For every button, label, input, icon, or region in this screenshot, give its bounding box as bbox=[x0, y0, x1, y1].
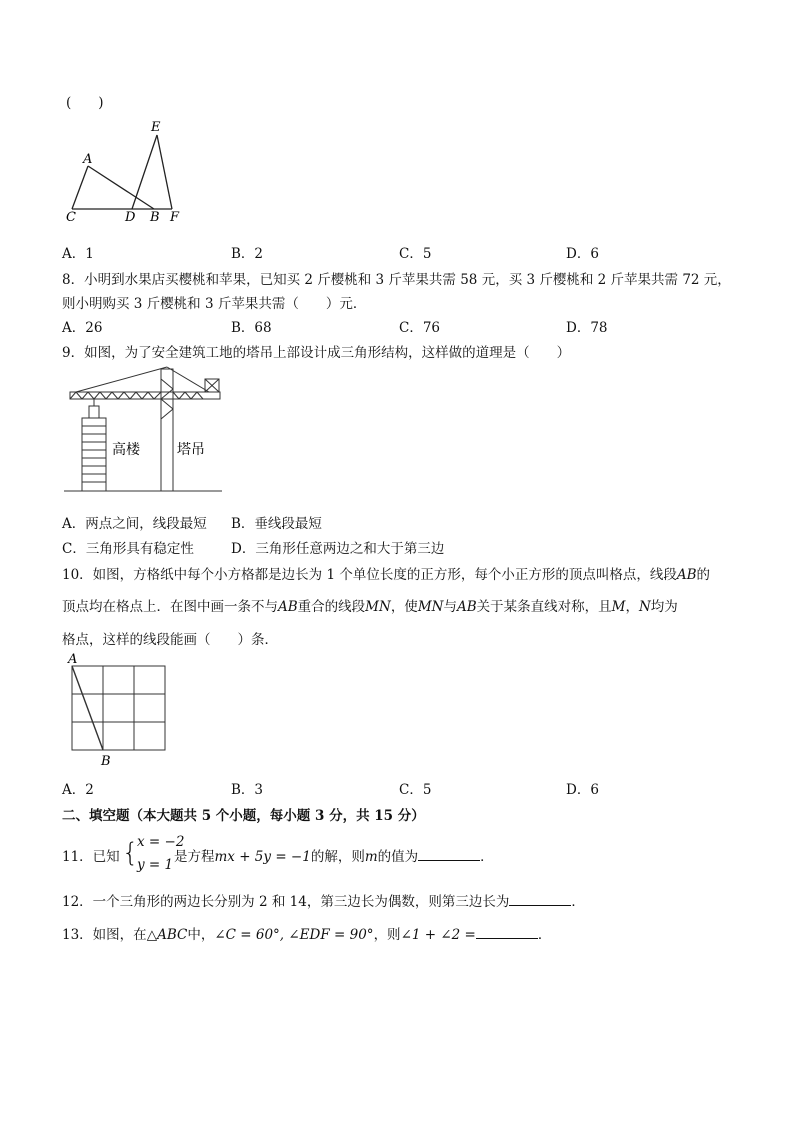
q9-label-crane: 塔吊 bbox=[177, 442, 205, 458]
q7-label-a: A bbox=[83, 152, 93, 167]
q7-label-e: E bbox=[151, 120, 161, 135]
q11-text: 是方程mx + 5y = −1的解，则m的值为 ． bbox=[174, 849, 494, 865]
q7-option-c[interactable]: C．5 bbox=[399, 246, 432, 262]
q7-line-ef bbox=[157, 135, 172, 209]
q7-answer-paren: ( ) bbox=[66, 95, 104, 111]
q8-text-line1: 8．小明到水果店买樱桃和苹果，已知买 2 斤樱桃和 3 斤苹果共需 58 元，买 3 斤樱桃和 2 斤苹果共需 72 元， bbox=[62, 272, 731, 288]
q10-text-line3: 格点，这样的线段能画（ ）条． bbox=[62, 632, 278, 648]
q7-option-d[interactable]: D．6 bbox=[566, 246, 599, 262]
q9-text: 9．如图，为了安全建筑工地的塔吊上部设计成三角形结构，这样做的道理是（ ） bbox=[62, 345, 571, 361]
q11-eq2: y = 1 bbox=[137, 857, 174, 873]
crane-tie-left bbox=[76, 367, 167, 392]
q8-text-line2: 则小明购买 3 斤樱桃和 3 斤苹果共需（ ）元． bbox=[62, 296, 367, 312]
q10-option-d[interactable]: D．6 bbox=[566, 782, 599, 798]
q8-option-d[interactable]: D．78 bbox=[566, 320, 608, 336]
q9-label-building: 高楼 bbox=[112, 442, 140, 458]
q7-label-d: D bbox=[125, 210, 136, 225]
q9-option-a[interactable]: A．两点之间，线段最短 bbox=[62, 516, 207, 532]
q9-option-b[interactable]: B．垂线段最短 bbox=[231, 516, 322, 532]
q11-system-brace: { bbox=[122, 838, 139, 868]
q13-text: 13．如图，在△ABC中，∠C = 60°, ∠EDF = 90°，则∠1 + ∠2 = ． bbox=[62, 927, 552, 943]
q10-grid-figure bbox=[64, 652, 174, 770]
q7-option-a[interactable]: A．1 bbox=[62, 246, 94, 262]
q12-answer-blank[interactable] bbox=[509, 893, 571, 906]
section2-title: 二、填空题（本大题共 5 个小题，每小题 3 分，共 15 分） bbox=[62, 808, 425, 824]
q12-text: 12．一个三角形的两边长分别为 2 和 14，第三边长为偶数，则第三边长为 ． bbox=[62, 894, 585, 910]
q7-option-b[interactable]: B．2 bbox=[231, 246, 264, 262]
q10-text-line1: 10．如图，方格纸中每个小方格都是边长为 1 个单位长度的正方形，每个小正方形的顶点叫格点，线段AB的 bbox=[62, 567, 711, 583]
q7-line-de bbox=[132, 135, 157, 209]
q7-triangle-figure bbox=[62, 115, 197, 225]
q9-option-c[interactable]: C．三角形具有稳定性 bbox=[62, 541, 194, 557]
q8-option-b[interactable]: B．68 bbox=[231, 320, 272, 336]
q7-line-ca bbox=[72, 166, 88, 209]
q7-label-f: F bbox=[170, 210, 180, 225]
q10-label-b: B bbox=[101, 754, 111, 769]
q9-tower-crane-figure bbox=[64, 364, 224, 496]
q10-option-c[interactable]: C．5 bbox=[399, 782, 432, 798]
q11-eq1: x = −2 bbox=[137, 834, 185, 850]
q7-label-b: B bbox=[150, 210, 160, 225]
q8-option-c[interactable]: C．76 bbox=[399, 320, 441, 336]
q10-label-a: A bbox=[68, 652, 78, 667]
q10-text-line2: 顶点均在格点上．在图中画一条不与AB重合的线段MN，使MN与AB关于某条直线对称，且M，N均为 bbox=[62, 599, 678, 615]
q9-option-d[interactable]: D．三角形任意两边之和大于第三边 bbox=[231, 541, 445, 557]
segment-ab bbox=[72, 666, 103, 750]
building-floor-lines bbox=[82, 426, 106, 482]
q7-label-c: C bbox=[66, 210, 76, 225]
q8-option-a[interactable]: A．26 bbox=[62, 320, 103, 336]
q13-answer-blank[interactable] bbox=[476, 926, 538, 939]
q10-option-a[interactable]: A．2 bbox=[62, 782, 94, 798]
q11-prefix: 11．已知 bbox=[62, 849, 120, 865]
q10-option-b[interactable]: B．3 bbox=[231, 782, 264, 798]
q11-answer-blank[interactable] bbox=[418, 848, 480, 861]
